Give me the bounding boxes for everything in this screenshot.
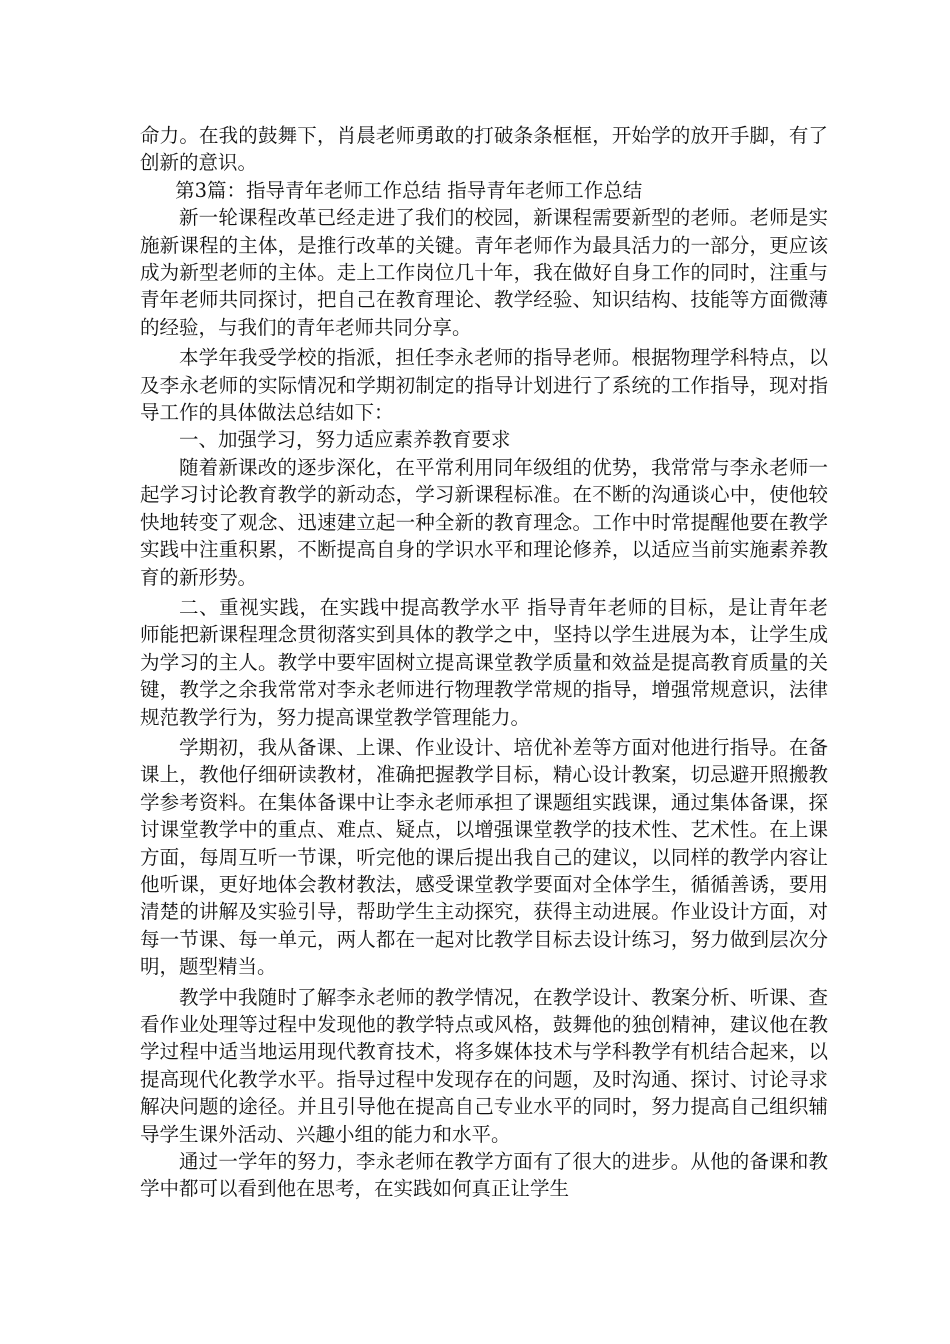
paragraph-assignment: 本学年我受学校的指派，担任李永老师的指导老师。根据物理学科特点，以及李永老师的实际情况和学期初制定的指导计划进行了系统的工作指导，现对指导工作的具体做法总结如下： xyxy=(140,346,828,425)
document-page xyxy=(140,122,828,1203)
heading-two-paragraph: 二、重视实践，在实践中提高教学水平 指导青年老师的目标，是让青年老师能把新课程理念贯彻落实到具体的教学之中，坚持以学生进展为本，让学生成为学习的主人。教学中要牢固树立提高课堂教学质量和效益是提高教育质量的关键，教学之余我常常对李永老师进行物理教学常规的指导，增强常规意识，法律规范教学行为，努力提高课堂教学管理能力。 xyxy=(140,595,828,729)
section-title: 第3篇：指导青年老师工作总结 指导青年老师工作总结 xyxy=(175,178,643,202)
paragraph-intro: 新一轮课程改革已经走进了我们的校园，新课程需要新型的老师。老师是实施新课程的主体，是推行改革的关键。青年老师作为最具活力的一部分，更应该成为新型老师的主体。走上工作岗位几十年，我在做好自身工作的同时，注重与青年老师共同探讨，把自己在教育理论、教学经验、知识结构、技能等方面微薄的经验，与我们的青年老师共同分享。 xyxy=(140,206,828,339)
paragraph-study: 随着新课改的逐步深化，在平常利用同年级组的优势，我常常与李永老师一起学习讨论教育教学的新动态，学习新课程标准。在不断的沟通谈心中，使他较快地转变了观念、迅速建立起一种全新的教育理念。工作中时常提醒他要在教学实践中注重积累，不断提高自身的学识水平和理论修养，以适应当前实施素养教育的新形势。 xyxy=(140,455,828,589)
paragraph-teaching: 教学中我随时了解李永老师的教学情况，在教学设计、教案分析、听课、查看作业处理等过程中发现他的教学特点或风格，鼓舞他的独创精神，建议他在教学过程中适当地运用现代教育技术，将多媒体技术与学科教学有机结合起来，以提高现代化教学水平。指导过程中发现存在的问题，及时沟通、探讨、讨论寻求解决问题的途径。并且引导他在提高自己专业水平的同时，努力提高自己组织辅导学生课外活动、兴趣小组的能力和水平。 xyxy=(140,985,828,1146)
paragraph-semester: 学期初，我从备课、上课、作业设计、培优补差等方面对他进行指导。在备课上，教他仔细研读教材，准确把握教学目标，精心设计教案，切忌避开照搬教学参考资料。在集体备课中让李永老师承担了课题组实践课，通过集体备课，探讨课堂教学中的重点、难点、疑点，以增强课堂教学的技术性、艺术性。在上课方面，每周互听一节课，听完他的课后提出我自己的建议，以同样的教学内容让他听课，更好地体会教材教法，感受课堂教学要面对全体学生，循循善诱，要用清楚的讲解及实验引导，帮助学生主动探究，获得主动进展。作业设计方面，对每一节课、每一单元，两人都在一起对比教学目标去设计练习，努力做到层次分明，题型精当。 xyxy=(140,735,828,979)
paragraph-progress: 通过一学年的努力，李永老师在教学方面有了很大的进步。从他的备课和教学中都可以看到他在思考，在实践如何真正让学生 xyxy=(140,1150,828,1201)
paragraph-continuation: 命力。在我的鼓舞下，肖晨老师勇敢的打破条条框框，开始学的放开手脚，有了创新的意识。 xyxy=(140,124,828,175)
heading-one: 一、加强学习，努力适应素养教育要求 xyxy=(179,428,511,452)
